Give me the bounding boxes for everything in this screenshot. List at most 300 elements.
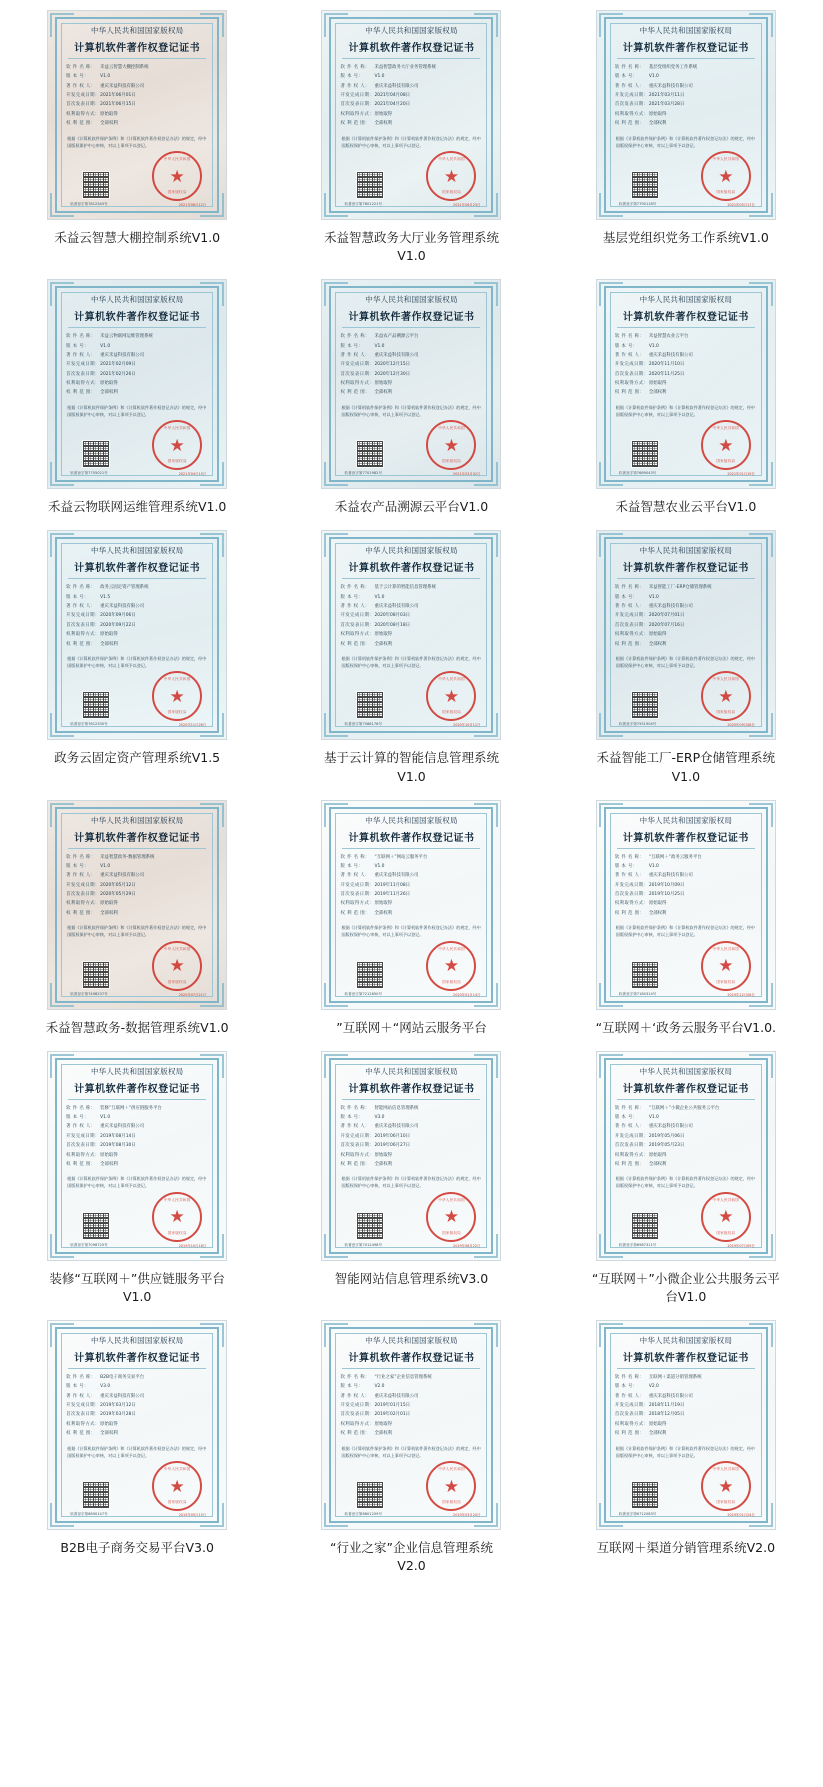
field-value: 2019年06月27日 [374, 1143, 411, 1149]
seal-star-icon: ★ [718, 686, 734, 706]
field-dev-complete-date [340, 92, 482, 100]
certificate-thumbnail[interactable] [596, 800, 776, 1010]
certificate-item-7[interactable] [0, 526, 274, 795]
certificate-serial: 软著登字第7689043号 [618, 471, 657, 476]
title-divider [68, 1368, 206, 1369]
field-label: 著 作 权 人： [614, 1124, 645, 1130]
field-label: 首次发表日期： [66, 622, 100, 628]
field-right-scope [66, 631, 208, 639]
field-label: 首次发表日期： [66, 1412, 100, 1418]
certificate-issuer: 中华人民共和国国家版权局 [90, 546, 184, 556]
field-value: 重庆禾益科技有限公司 [648, 352, 693, 358]
certificate-content [62, 23, 212, 207]
field-first-publish-date [340, 1411, 482, 1419]
certificate-caption: 禾益智慧农业云平台V1.0 [615, 499, 757, 515]
field-label: 著 作 权 人： [66, 604, 96, 610]
certificate-content [336, 1333, 486, 1517]
field-right-range [615, 389, 757, 397]
seal-bottom-text: 国家版权局 [442, 710, 461, 715]
certificate-serial: 软著登字第7588176号 [344, 722, 383, 727]
certificate-issuer: 中华人民共和国国家版权局 [365, 1336, 458, 1345]
field-value: 全部权利 [100, 121, 118, 127]
certificate-issuer: 中华人民共和国国家版权局 [90, 295, 184, 305]
certificate-issuer: 中华人民共和国国家版权局 [639, 26, 733, 35]
field-value: 2020年05月12日 [100, 882, 136, 888]
seal-date: 2020年10月11日 [453, 723, 481, 728]
qr-code-icon [631, 961, 659, 989]
seal-star-icon: ★ [718, 1476, 734, 1496]
field-value: 全部权利 [374, 121, 393, 127]
field-label: 版 本 号： [614, 74, 638, 80]
field-software-name [615, 1374, 757, 1382]
field-value: 全部权利 [648, 390, 667, 396]
field-label: 权利取得方式： [66, 632, 100, 638]
field-label: 首次发表日期： [66, 102, 100, 108]
certificate-footer [615, 1190, 757, 1248]
certificate-content [62, 543, 212, 727]
field-software-name [66, 1374, 208, 1382]
field-value: V3.0 [100, 1384, 111, 1390]
field-value: V1.0 [648, 74, 659, 80]
field-label: 软 件 名 称： [614, 334, 645, 340]
seal-star-icon: ★ [443, 956, 460, 976]
field-value: 政务云固定资产管理系统 [100, 585, 149, 591]
field-first-publish-date [615, 1142, 757, 1150]
certificate-item-18[interactable] [549, 1316, 823, 1585]
official-seal-icon [152, 671, 202, 721]
field-dev-complete-date [615, 361, 757, 369]
field-value: 重庆禾益科技有限公司 [648, 604, 693, 610]
field-label: 权利取得方式： [614, 1421, 649, 1427]
field-dev-complete-date [615, 612, 757, 620]
field-label: 权 利 范 围： [340, 121, 370, 127]
field-value: V1.0 [100, 1115, 111, 1121]
field-value: 2020年09月22日 [100, 622, 136, 628]
certificate-fields [66, 584, 208, 650]
seal-bottom-text: 国家版权局 [442, 459, 461, 464]
certificate-note: 根据《计算机软件保护条例》和《计算机软件著作权登记办法》的规定，经中国版权保护中心审核，对以上事项予以登记。 [615, 925, 756, 938]
certificate-thumbnail[interactable] [47, 10, 227, 220]
field-value: 全部权利 [648, 1431, 667, 1437]
field-label: 软 件 名 称： [340, 854, 370, 860]
certificate-serial: 软著登字第7801221号 [344, 202, 383, 206]
field-label: 版 本 号： [66, 74, 89, 80]
certificate-issuer: 中华人民共和国国家版权局 [639, 295, 733, 305]
certificate-doc-title: 计算机软件著作权登记证书 [74, 563, 201, 575]
certificate-content [62, 1064, 212, 1248]
certificate-footer [615, 418, 757, 476]
field-value: 2019年10月25日 [648, 892, 685, 898]
certificate-footer [615, 938, 757, 996]
field-right-range [66, 120, 208, 128]
official-seal-icon [152, 1192, 202, 1242]
seal-date: 2020年11月28日 [178, 723, 207, 728]
certificate-item-9[interactable] [549, 526, 823, 795]
certificate-thumbnail[interactable] [47, 1320, 227, 1530]
field-right-scope [340, 380, 482, 388]
field-label: 权利取得方式： [340, 111, 375, 117]
certificate-content [62, 292, 212, 476]
field-value: 2021年03月28日 [648, 102, 685, 108]
field-label: 著 作 权 人： [614, 873, 645, 879]
certificate-caption: 装修“互联网＋”供应链服务平台V1.0 [49, 1270, 225, 1304]
field-label: 软 件 名 称： [66, 585, 96, 591]
field-right-scope [340, 111, 482, 119]
certificate-doc-title: 计算机软件著作权登记证书 [622, 1083, 749, 1095]
field-software-name [340, 64, 482, 72]
field-value: 全部权利 [100, 390, 118, 396]
field-label: 版 本 号： [340, 1115, 364, 1121]
certificate-thumbnail[interactable] [596, 10, 776, 220]
seal-bottom-text: 国家版权局 [442, 1500, 461, 1504]
field-right-scope [66, 1152, 208, 1160]
official-seal-icon [426, 671, 476, 721]
field-right-range [66, 1161, 208, 1169]
official-seal-icon [426, 1192, 476, 1242]
certificate-issuer: 中华人民共和国国家版权局 [365, 26, 458, 35]
field-value: V1.0 [648, 343, 659, 349]
certificate-fields [66, 854, 208, 920]
certificate-footer [66, 149, 208, 207]
field-label: 开发完成日期： [66, 1403, 100, 1409]
field-value: 全部权利 [100, 641, 118, 647]
official-seal-icon [701, 671, 751, 721]
field-value: 装修“互联网＋”供应链服务平台 [100, 1105, 162, 1111]
certificate-thumbnail[interactable] [47, 279, 227, 489]
title-divider [68, 848, 206, 849]
seal-top-text: 中华人民共和国 [438, 1467, 465, 1471]
field-first-publish-date [340, 891, 482, 899]
title-divider [617, 578, 755, 579]
seal-top-text: 中华人民共和国 [712, 1467, 740, 1471]
field-copyright-owner [340, 1393, 482, 1401]
certificate-issuer: 中华人民共和国国家版权局 [639, 546, 733, 556]
certificate-thumbnail[interactable] [596, 279, 776, 489]
certificate-serial: 软著登字第7790118号 [618, 202, 657, 206]
field-right-scope [66, 1421, 208, 1429]
title-divider [617, 1368, 755, 1369]
field-version [340, 1383, 482, 1391]
field-value: 禾益智慧政务大厅业务管理系统 [374, 65, 436, 70]
field-value: 原始取得 [374, 901, 393, 907]
official-seal-icon [426, 151, 476, 201]
certificate-caption: ”互联网＋“网站云服务平台 [336, 1019, 487, 1035]
certificate-note: 根据《计算机软件保护条例》和《计算机软件著作权登记办法》的规定，经中国版权保护中心审核，对以上事项予以登记。 [615, 1445, 756, 1458]
field-label: 权 利 范 围： [614, 1431, 645, 1437]
field-label: 软 件 名 称： [614, 854, 645, 860]
seal-top-text: 中华人民共和国 [163, 1197, 191, 1202]
title-divider [617, 327, 755, 328]
field-value: 重庆禾益科技有限公司 [100, 1393, 145, 1399]
certificate-content [611, 1064, 761, 1248]
field-label: 著 作 权 人： [614, 1393, 645, 1399]
field-value: 原始取得 [100, 1421, 118, 1427]
field-copyright-owner [66, 83, 208, 91]
certificate-content [62, 813, 212, 997]
field-label: 首次发表日期： [614, 1412, 649, 1418]
certificate-item-8[interactable] [274, 526, 548, 795]
qr-code-icon [356, 1212, 384, 1240]
field-first-publish-date [615, 622, 757, 630]
certificate-item-2[interactable] [274, 6, 548, 275]
field-version [66, 1114, 208, 1122]
field-value: 重庆禾益科技有限公司 [100, 352, 145, 358]
field-value: 重庆禾益科技有限公司 [648, 873, 693, 879]
certificate-item-17[interactable] [274, 1316, 548, 1585]
field-version [66, 863, 208, 871]
certificate-issuer: 中华人民共和国国家版权局 [365, 815, 458, 825]
field-label: 著 作 权 人： [66, 83, 96, 89]
field-value: 原始取得 [374, 1421, 393, 1427]
certificate-note: 根据《计算机软件保护条例》和《计算机软件著作权登记办法》的规定，经中国版权保护中心审核，对以上事项予以登记。 [67, 925, 207, 938]
certificate-doc-title: 计算机软件著作权登记证书 [622, 312, 749, 324]
field-value: 全部权利 [100, 1431, 118, 1437]
field-value: 禾益云物联网运维管理系统 [100, 334, 153, 340]
certificate-thumbnail[interactable] [321, 1320, 501, 1530]
field-label: 版 本 号： [340, 74, 364, 80]
field-copyright-owner [340, 352, 482, 360]
field-right-range [66, 1430, 208, 1438]
seal-top-text: 中华人民共和国 [163, 677, 191, 682]
field-value: 禾益智慧农业云平台 [648, 334, 689, 340]
field-label: 权 利 范 围： [340, 390, 370, 396]
field-label: 开发完成日期： [614, 882, 649, 888]
field-software-name [66, 64, 208, 72]
certificate-thumbnail[interactable] [321, 530, 501, 740]
field-right-range [615, 120, 757, 128]
field-version [615, 1383, 757, 1391]
field-label: 版 本 号： [614, 594, 638, 600]
field-label: 版 本 号： [340, 1384, 364, 1390]
field-value: 原始取得 [374, 111, 393, 117]
field-dev-complete-date [66, 361, 208, 369]
title-divider [68, 578, 206, 579]
certificate-item-12[interactable] [549, 796, 823, 1047]
field-first-publish-date [66, 1411, 208, 1419]
field-value: 2019年11月08日 [374, 882, 411, 888]
certificate-item-5[interactable] [274, 275, 548, 526]
seal-bottom-text: 国家版权局 [167, 1230, 187, 1235]
field-label: 著 作 权 人： [614, 604, 645, 610]
certificate-fields [615, 1374, 757, 1440]
field-label: 著 作 权 人： [340, 604, 370, 610]
seal-star-icon: ★ [169, 1207, 185, 1227]
seal-date: 2021年05月17日 [727, 203, 755, 207]
field-label: 开发完成日期： [614, 362, 649, 368]
field-right-range [66, 389, 208, 397]
seal-bottom-text: 国家版权局 [716, 1230, 736, 1235]
qr-code-icon [82, 440, 110, 468]
certificate-serial: 软著登字第7212650号 [344, 991, 383, 996]
certificate-serial: 软著登字第7612330号 [70, 722, 108, 727]
certificate-note: 根据《计算机软件保护条例》和《计算机软件著作权登记办法》的规定，经中国版权保护中心审核，对以上事项予以登记。 [67, 655, 207, 669]
field-value: 全部权利 [100, 910, 118, 916]
field-dev-complete-date [66, 612, 208, 620]
field-label: 著 作 权 人： [614, 83, 645, 89]
field-label: 版 本 号： [614, 863, 638, 869]
field-value: 原始取得 [648, 381, 667, 387]
certificate-item-11[interactable] [274, 796, 548, 1047]
field-label: 权利取得方式： [614, 1152, 649, 1158]
seal-top-text: 中华人民共和国 [438, 426, 465, 431]
seal-date: 2021年06月23日 [453, 203, 481, 207]
field-right-range [615, 1430, 757, 1438]
certificate-thumbnail[interactable] [321, 800, 501, 1010]
certificate-caption: B2B电子商务交易平台V3.0 [60, 1540, 214, 1555]
certificate-serial: 软著登字第7551904号 [618, 722, 657, 727]
certificate-item-13[interactable] [0, 1047, 274, 1316]
qr-code-icon [82, 1481, 110, 1509]
certificate-fields [615, 333, 757, 399]
field-version [340, 73, 482, 81]
official-seal-icon [701, 151, 751, 201]
certificate-fields [615, 854, 757, 920]
certificate-thumbnail[interactable] [47, 1051, 227, 1261]
certificate-thumbnail[interactable] [596, 530, 776, 740]
certificate-thumbnail[interactable] [47, 800, 227, 1010]
field-value: V1.0 [374, 74, 385, 80]
field-label: 开发完成日期： [66, 613, 100, 619]
field-right-scope [615, 1152, 757, 1160]
field-software-name [340, 854, 482, 862]
field-first-publish-date [340, 622, 482, 630]
field-copyright-owner [66, 1123, 208, 1131]
certificate-issuer: 中华人民共和国国家版权局 [639, 1336, 733, 1345]
certificate-thumbnail[interactable] [321, 1051, 501, 1261]
field-value: 2020年05月29日 [100, 892, 136, 898]
certificate-note: 根据《计算机软件保护条例》和《计算机软件著作权登记办法》的规定，经中国版权保护中心审核，对以上事项予以登记。 [341, 404, 481, 417]
field-value: 基层党组织党务工作系统 [648, 65, 698, 70]
official-seal-icon [701, 420, 751, 470]
official-seal-icon [426, 420, 476, 470]
field-value: 全部权利 [374, 390, 393, 396]
certificate-thumbnail[interactable] [47, 530, 227, 740]
title-divider [617, 1099, 755, 1100]
field-label: 版 本 号： [340, 863, 364, 869]
seal-date: 2019年08月22日 [453, 1243, 481, 1248]
certificate-item-4[interactable] [0, 275, 274, 526]
field-label: 开发完成日期： [66, 362, 100, 368]
field-label: 开发完成日期： [340, 362, 375, 368]
field-label: 著 作 权 人： [66, 1393, 96, 1399]
seal-top-text: 中华人民共和国 [163, 157, 191, 161]
qr-code-icon [631, 1481, 659, 1509]
field-label: 权利取得方式： [66, 1421, 100, 1427]
certificate-fields [340, 584, 482, 650]
field-value: V1.0 [100, 863, 111, 869]
certificate-caption: 互联网＋渠道分销管理系统V2.0 [596, 1540, 776, 1555]
certificate-item-6[interactable] [549, 275, 823, 526]
official-seal-icon [426, 1461, 476, 1511]
field-version [66, 594, 208, 602]
field-software-name [615, 1105, 757, 1113]
field-label: 著 作 权 人： [340, 83, 370, 89]
certificate-thumbnail[interactable] [321, 279, 501, 489]
field-first-publish-date [340, 1142, 482, 1150]
field-version [340, 343, 482, 351]
certificate-thumbnail[interactable] [596, 1051, 776, 1261]
field-dev-complete-date [66, 1402, 208, 1410]
field-right-range [340, 910, 482, 918]
certificate-thumbnail[interactable] [596, 1320, 776, 1530]
field-value: 原始取得 [648, 632, 667, 638]
seal-bottom-text: 国家版权局 [167, 710, 187, 715]
field-label: 版 本 号： [614, 1384, 638, 1390]
field-label: 软 件 名 称： [340, 1375, 370, 1380]
field-copyright-owner [340, 603, 482, 611]
certificate-item-16[interactable] [0, 1316, 274, 1585]
field-label: 开发完成日期： [66, 93, 100, 99]
certificate-item-10[interactable] [0, 796, 274, 1047]
field-label: 软 件 名 称： [66, 65, 96, 70]
field-right-range [615, 1161, 757, 1169]
certificate-thumbnail[interactable] [321, 10, 501, 220]
field-label: 权利取得方式： [66, 1152, 100, 1158]
certificate-item-14[interactable] [274, 1047, 548, 1316]
official-seal-icon [701, 941, 751, 991]
field-label: 开发完成日期： [340, 1403, 375, 1409]
field-software-name [615, 584, 757, 592]
field-label: 软 件 名 称： [614, 585, 645, 591]
certificate-note: 根据《计算机软件保护条例》和《计算机软件著作权登记办法》的规定，经中国版权保护中心审核，对以上事项予以登记。 [341, 135, 481, 148]
seal-date: 2019年10月18日 [178, 1243, 207, 1248]
certificate-fields [66, 1374, 208, 1440]
field-value: V1.0 [648, 1115, 659, 1121]
certificate-item-15[interactable] [549, 1047, 823, 1316]
field-first-publish-date [66, 891, 208, 899]
field-label: 权利取得方式： [340, 1421, 375, 1427]
certificate-fields [615, 64, 757, 130]
field-label: 软 件 名 称： [66, 1375, 96, 1380]
certificate-serial: 软著登字第7701982号 [344, 471, 383, 476]
field-label: 首次发表日期： [66, 371, 100, 377]
field-value: 全部权利 [648, 1161, 667, 1167]
field-dev-complete-date [340, 1402, 482, 1410]
certificate-doc-title: 计算机软件著作权登记证书 [74, 832, 201, 844]
field-right-scope [340, 631, 482, 639]
certificate-caption: 禾益智慧政务-数据管理系统V1.0 [45, 1019, 229, 1035]
certificate-serial: 软著登字第7755021号 [70, 471, 108, 476]
field-value: V1.0 [374, 863, 385, 869]
field-copyright-owner [340, 872, 482, 880]
certificate-content [336, 1064, 486, 1248]
certificate-footer [66, 418, 208, 476]
certificate-item-3[interactable] [549, 6, 823, 275]
field-value: V1.0 [648, 594, 659, 600]
certificate-item-1[interactable] [0, 6, 274, 275]
field-label: 著 作 权 人： [66, 352, 96, 358]
seal-star-icon: ★ [443, 1476, 460, 1496]
certificate-footer [340, 418, 482, 476]
qr-code-icon [356, 1481, 384, 1509]
field-dev-complete-date [340, 612, 482, 620]
certificate-doc-title: 计算机软件著作权登记证书 [348, 563, 475, 575]
certificate-content [611, 1333, 761, 1517]
field-label: 权 利 范 围： [340, 1161, 370, 1167]
field-right-scope [340, 1152, 482, 1160]
seal-top-text: 中华人民共和国 [438, 677, 465, 682]
field-value: 2019年08月14日 [100, 1133, 136, 1139]
seal-top-text: 中华人民共和国 [712, 946, 740, 951]
seal-bottom-text: 国家版权局 [716, 710, 736, 715]
field-label: 权 利 范 围： [66, 641, 96, 647]
field-label: 首次发表日期： [340, 102, 375, 108]
field-value: 2019年03月28日 [100, 1412, 136, 1418]
field-value: B2B电子商务交易平台 [100, 1375, 145, 1380]
field-first-publish-date [340, 101, 482, 109]
seal-star-icon: ★ [443, 166, 460, 186]
certificate-doc-title: 计算机软件著作权登记证书 [348, 1083, 475, 1095]
